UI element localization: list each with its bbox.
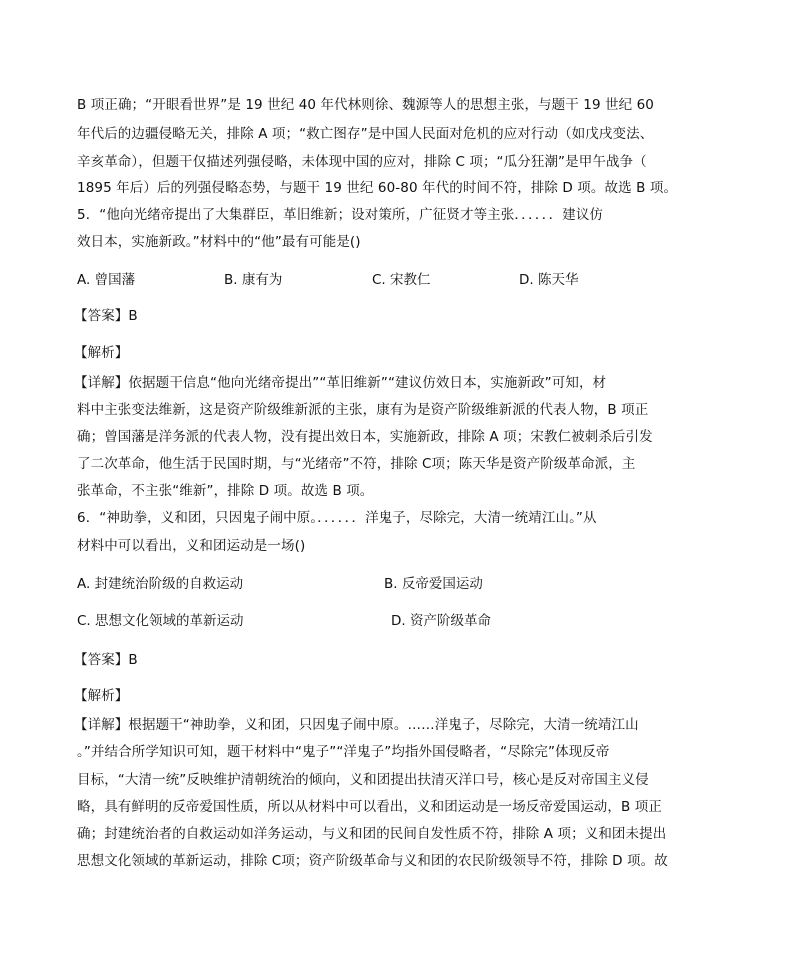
q6-detail-line-3: 目标，“大清一统”反映维护清朝统治的倾向，义和团提出扶清灭洋口号，核心是反对帝国主义侵 [77, 772, 649, 788]
q5-stem-line-2: 效日本，实施新政。”材料中的“他”最有可能是() [77, 234, 361, 250]
q6-stem-line-2: 材料中可以看出，义和团运动是一场() [77, 538, 306, 554]
q6-option-a: A. 封建统治阶级的自救运动 [77, 576, 244, 592]
q5-option-b: B. 康有为 [224, 272, 283, 288]
q6-detail-line-5: 确；封建统治者的自救运动如洋务运动，与义和团的民间自发性质不符，排除 A 项；义和团未提出 [77, 826, 667, 842]
q5-option-a: A. 曾国藩 [77, 272, 136, 288]
q6-option-d: D. 资产阶级革命 [391, 613, 491, 629]
q5-answer: 【答案】B [74, 308, 138, 324]
q6-answer: 【答案】B [74, 652, 138, 668]
q6-option-c: C. 思想文化领域的革新运动 [77, 613, 244, 629]
q6-detail-line-1: 【详解】根据题干“神助拳，义和团，只因鬼子闹中原。……洋鬼子，尽除完，大清一统靖江山 [74, 717, 639, 733]
q6-detail-line-6: 思想文化领域的革新运动，排除 C项；资产阶级革命与义和团的农民阶级领导不符，排除 D 项。故 [77, 853, 668, 869]
q5-option-c: C. 宋教仁 [372, 272, 431, 288]
q6-stem-line-1: 6．“神助拳，义和团，只因鬼子闹中原。．．．．．．洋鬼子，尽除完，大清一统靖江山。”从 [77, 510, 597, 526]
q5-detail-line-3: 确；曾国藩是洋务派的代表人物，没有提出效日本，实施新政，排除 A 项；宋教仁被刺杀后引发 [77, 429, 653, 445]
q6-detail-line-4: 略，具有鲜明的反帝爱国性质，所以从材料中可以看出，义和团运动是一场反帝爱国运动，B 项正 [77, 799, 662, 815]
prev-explanation-line-1: B 项正确；“开眼看世界”是 19 世纪 40 年代林则徐、魏源等人的思想主张，与题干 19 世纪 60 [77, 97, 654, 113]
q5-detail-line-5: 张革命，不主张“维新”，排除 D 项。故选 B 项。 [77, 483, 374, 499]
q5-detail-line-4: 了二次革命，他生活于民国时期，与“光绪帝”不符，排除 C项；陈天华是资产阶级革命派，主 [77, 456, 636, 472]
q5-detail-line-2: 料中主张变法维新，这是资产阶级维新派的主张，康有为是资产阶级维新派的代表人物，B 项正 [77, 402, 649, 418]
prev-explanation-line-4: 1895 年后）后的列强侵略态势，与题干 19 世纪 60-80 年代的时间不符，排除 D 项。故选 B 项。 [77, 180, 678, 196]
q6-option-b: B. 反帝爱国运动 [384, 576, 483, 592]
q5-stem-line-1: 5．“他向光绪帝提出了大集群臣，革旧维新；设对策所，广征贤才等主张．．．．．．建议仿 [77, 207, 604, 223]
q5-detail-line-1: 【详解】依据题干信息“他向光绪帝提出”“革旧维新”“建议仿效日本，实施新政”可知，材 [74, 375, 607, 391]
prev-explanation-line-3: 辛亥革命），但题干仅描述列强侵略，未体现中国的应对，排除 C 项；“瓜分狂潮”是甲午战争（ [77, 154, 647, 170]
q6-detail-line-2: 。”并结合所学知识可知，题干材料中“鬼子”“洋鬼子”均指外国侵略者，“尽除完”体现反帝 [77, 744, 610, 760]
q6-analysis-label: 【解析】 [74, 688, 129, 704]
q5-option-d: D. 陈天华 [519, 272, 579, 288]
q5-analysis-label: 【解析】 [74, 345, 129, 361]
prev-explanation-line-2: 年代后的边疆侵略无关，排除 A 项；“救亡图存”是中国人民面对危机的应对行动（如戊戌变法、 [77, 126, 654, 142]
